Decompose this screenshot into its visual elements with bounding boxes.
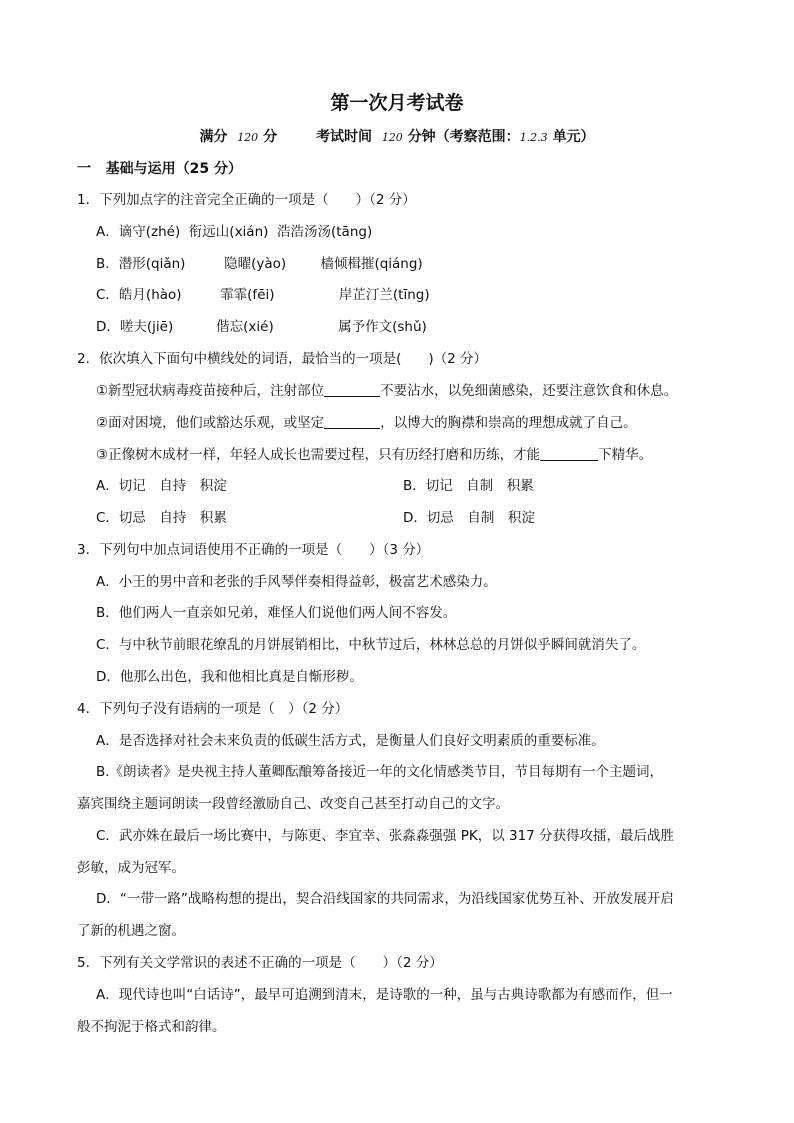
full-score-unit: 分: [263, 129, 278, 145]
sentence-2-end: ，以博大的胸襟和崇高的理想成就了自己。: [380, 415, 637, 431]
question-4-option-b-line-1: B.《朗读者》是央视主持人董卿酝酿筹备接近一年的文化情感类节目，节目每期有一个主题词，: [96, 764, 664, 780]
question-2-option-b: B．切记 自制 积累: [403, 478, 534, 494]
section-heading: [77, 160, 242, 178]
page-title: 第一次月考试卷: [330, 92, 464, 114]
question-4-option-a: A．是否选择对社会未来负责的低碳生活方式，是衡量人们良好文明素质的重要标准。: [96, 733, 605, 749]
question-3-stem: 3．下列句中加点词语使用不正确的一项是（ ）（3 分）: [77, 542, 430, 558]
section-number: 一: [77, 161, 91, 177]
question-4-option-d-line-2: 了新的机遇之窗。: [77, 923, 185, 939]
blank-3: [540, 446, 598, 461]
range-value: 1.2.3: [519, 131, 548, 144]
exam-info: [0, 126, 794, 146]
question-2-option-a: A．切记 自持 积淀: [96, 478, 227, 494]
time-value: 120: [381, 131, 403, 144]
question-1-option-c: C．皓月(hào) 霏霏(fēi) 岸芷汀兰(tīng): [96, 287, 430, 303]
sentence-3-start: ③正像树木成材一样，年轻人成长也需要过程，只有历经打磨和历练，才能: [96, 447, 541, 463]
blank-2: [324, 414, 380, 429]
question-4-option-b-line-2: 嘉宾围绕主题词朗读一段曾经激励自己、改变自己甚至打动自己的文字。: [77, 796, 509, 812]
time-label: 考试时间: [316, 129, 373, 145]
sentence-1-end: 不要沾水，以免细菌感染，还要注意饮食和休息。: [380, 383, 678, 399]
range-suffix: 单元）: [552, 129, 595, 145]
question-3-option-a: A．小王的男中音和老张的手风琴伴奏相得益彰，极富艺术感染力。: [96, 574, 497, 590]
question-1-option-a: A．谪守(zhé) 衔远山(xián) 浩浩汤汤(tāng): [96, 224, 373, 240]
full-score-label: 满分: [199, 129, 228, 145]
question-3-option-c: C．与中秋节前眼花缭乱的月饼展销相比，中秋节过后，林林总总的月饼似乎瞬间就消失了。: [96, 637, 646, 653]
blank-1: [324, 382, 380, 397]
question-2-sentence-1: [96, 382, 677, 400]
question-2-stem: 2．依次填入下面句中横线处的词语，最恰当的一项是( )（2 分）: [77, 351, 488, 367]
question-4-option-c-line-1: C．武亦姝在最后一场比赛中，与陈更、李宜幸、张淼淼强强 PK，以 317 分获得攻擂，最后战胜: [96, 828, 675, 844]
question-5-option-a-line-1: A．现代诗也叫“白话诗”，最早可追溯到清末，是诗歌的一种，虽与古典诗歌都为有感而作，但一: [96, 987, 673, 1003]
time-unit: 分钟（考察范围：: [407, 129, 520, 145]
question-3-option-d: D．他那么出色，我和他相比真是自惭形秽。: [96, 669, 363, 685]
question-4-option-c-line-2: 彭敏，成为冠军。: [77, 860, 185, 876]
section-title: 基础与运用（25 分）: [105, 161, 242, 177]
question-5-option-a-line-2: 般不拘泥于格式和韵律。: [77, 1019, 226, 1035]
question-1-option-d: D．嗟夫(jiē) 偕忘(xié) 属予作文(shǔ): [96, 319, 427, 335]
question-2-option-d: D．切忌 自制 积淀: [403, 510, 535, 526]
question-4-stem: 4．下列句子没有语病的一项是（ ）（2 分）: [77, 701, 349, 717]
sentence-1-start: ①新型冠状病毒疫苗接种后，注射部位: [96, 383, 325, 399]
question-1-option-b: B．潜形(qiǎn) 隐曜(yào) 樯倾楫摧(qiáng): [96, 256, 423, 272]
question-3-option-b: B．他们两人一直亲如兄弟，难怪人们说他们两人间不容发。: [96, 605, 457, 621]
question-4-option-d-line-1: D．“一带一路”战略构想的提出，契合沿线国家的共同需求，为沿线国家优势互补、开放发展开启: [96, 891, 674, 907]
full-score-value: 120: [237, 131, 259, 144]
question-2-sentence-3: [96, 446, 652, 464]
question-2-option-c: C．切忌 自持 积累: [96, 510, 227, 526]
sentence-3-end: 下精华。: [598, 447, 653, 463]
question-2-sentence-2: [96, 414, 637, 432]
sentence-2-start: ②面对困境，他们或豁达乐观，或坚定: [96, 415, 325, 431]
question-5-stem: 5．下列有关文学常识的表述不正确的一项是（ ）（2 分）: [77, 955, 443, 971]
question-1-stem: 1．下列加点字的注音完全正确的一项是（ ）（2 分）: [77, 192, 416, 208]
